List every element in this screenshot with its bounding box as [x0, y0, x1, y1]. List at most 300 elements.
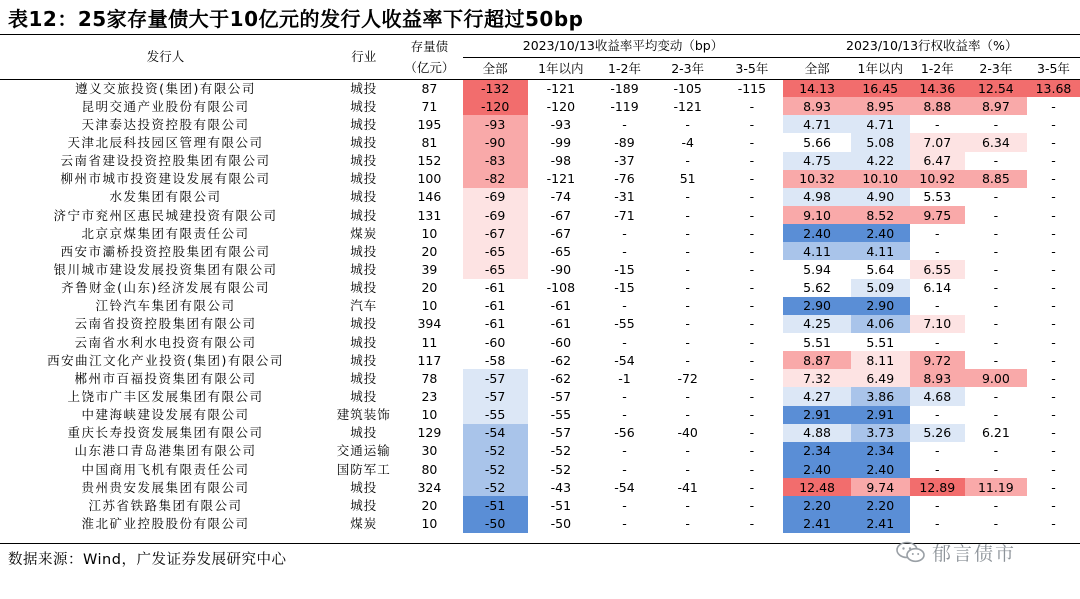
- yield-level-cell: -: [935, 443, 940, 459]
- yield-level-cell: 8.11: [851, 351, 910, 369]
- outstanding-cell: 80: [421, 461, 438, 477]
- yield-level-cell: 5.53: [910, 188, 965, 206]
- yield-level-cell: -: [935, 461, 940, 477]
- chg-bucket-header: 全部: [482, 60, 508, 76]
- yield-change-group-header: 2023/10/13收益率平均变动（bp）: [463, 35, 784, 57]
- yield-change-cell: -54: [614, 479, 635, 495]
- yield-level-cell: 4.25: [783, 315, 850, 333]
- table-row: [0, 242, 1080, 260]
- yield-level-cell: 9.74: [851, 478, 910, 496]
- yield-level-cell: 14.36: [910, 79, 965, 97]
- yield-change-cell: -69: [463, 188, 528, 206]
- outstanding-cell: 23: [421, 388, 438, 404]
- industry-cell: 城投: [350, 134, 378, 150]
- yield-change-cell: -15: [614, 280, 635, 296]
- industry-cell: 城投: [350, 116, 378, 132]
- yield-change-cell: -: [749, 134, 755, 150]
- table-row: [0, 424, 1080, 442]
- yield-level-cell: 3.73: [851, 424, 910, 442]
- industry-cell: 城投: [350, 98, 378, 114]
- yield-change-cell: -: [685, 116, 690, 132]
- yield-level-cell: 5.08: [851, 133, 910, 151]
- yield-level-cell: -: [993, 261, 999, 277]
- yield-level-cell: 5.64: [851, 260, 910, 278]
- yield-change-cell: -55: [463, 406, 528, 424]
- yield-change-cell: -: [685, 261, 690, 277]
- yield-change-cell: -82: [463, 170, 528, 188]
- yield-level-cell: 8.97: [965, 97, 1027, 115]
- yield-level-cell: -: [993, 388, 999, 404]
- yield-level-cell: 6.47: [910, 152, 965, 170]
- yield-level-cell: 12.48: [783, 478, 850, 496]
- yield-change-cell: -: [685, 153, 690, 169]
- yield-level-cell: -: [1051, 298, 1056, 314]
- yield-change-cell: -62: [550, 352, 572, 368]
- yield-level-cell: 6.14: [910, 279, 965, 297]
- yield-level-cell: 2.34: [783, 442, 850, 460]
- yield-level-cell: 4.88: [783, 424, 850, 442]
- yld-bucket-header: 3-5年: [1037, 60, 1070, 76]
- yield-change-cell: -121: [546, 80, 576, 96]
- issuer-cell: 遵义交旅投资(集团)有限公司: [75, 80, 256, 96]
- yld-bucket-header: 2-3年: [979, 60, 1013, 76]
- table-row: [0, 496, 1080, 514]
- yield-level-cell: 4.71: [851, 115, 910, 133]
- yld-bucket-header: 1-2年: [920, 60, 954, 76]
- outstanding-cell: 71: [421, 98, 438, 114]
- issuer-cell: 云南省水利水电投资有限公司: [74, 334, 257, 350]
- yield-level-cell: -: [993, 334, 999, 350]
- yield-change-cell: -90: [550, 261, 572, 277]
- yld-bucket-header: 1年以内: [857, 60, 903, 76]
- yield-change-cell: -: [749, 370, 755, 386]
- yield-change-cell: -55: [614, 316, 635, 332]
- yield-change-cell: -57: [463, 387, 528, 405]
- yield-level-cell: -: [993, 352, 999, 368]
- issuer-cell: 银川城市建设发展投资集团有限公司: [53, 261, 278, 277]
- yield-change-cell: -65: [463, 260, 528, 278]
- yield-change-cell: -: [685, 334, 690, 350]
- yield-level-cell: 14.13: [783, 79, 850, 97]
- table-row: [0, 351, 1080, 369]
- yield-change-cell: -120: [463, 97, 528, 115]
- industry-cell: 城投: [350, 425, 378, 441]
- yield-level-cell: -: [1051, 352, 1056, 368]
- yield-change-cell: -56: [614, 425, 635, 441]
- yield-level-cell: 4.75: [783, 152, 850, 170]
- yield-level-cell: -: [993, 225, 999, 241]
- yield-change-cell: -71: [614, 207, 635, 223]
- outstanding-cell: 10: [421, 515, 438, 531]
- yield-level-cell: 2.40: [851, 224, 910, 242]
- yield-change-cell: -: [685, 316, 690, 332]
- yield-level-cell: -: [993, 116, 999, 132]
- yield-change-cell: -60: [463, 333, 528, 351]
- yield-change-cell: -67: [550, 207, 572, 223]
- yield-level-cell: 2.41: [783, 514, 850, 532]
- yield-change-cell: -57: [463, 369, 528, 387]
- yield-change-cell: -61: [463, 315, 528, 333]
- yield-change-cell: -: [622, 461, 627, 477]
- outstanding-cell: 10: [421, 298, 438, 314]
- yield-change-cell: -99: [550, 134, 572, 150]
- yield-change-cell: -: [749, 280, 755, 296]
- yield-change-cell: -: [749, 425, 755, 441]
- yield-change-cell: -61: [550, 316, 572, 332]
- table-title: 表12：25家存量债大于10亿元的发行人收益率下行超过50bp: [8, 7, 584, 31]
- yield-level-cell: 2.40: [783, 224, 850, 242]
- industry-cell: 煤炭: [350, 515, 378, 531]
- industry-cell: 城投: [350, 497, 378, 513]
- yield-level-cell: 2.90: [851, 297, 910, 315]
- yld-bucket-header: 全部: [804, 60, 830, 76]
- yield-change-cell: -: [749, 189, 755, 205]
- issuer-cell: 山东港口青岛港集团有限公司: [74, 443, 257, 459]
- yield-change-cell: -61: [463, 297, 528, 315]
- yield-change-cell: -50: [550, 515, 572, 531]
- yield-level-cell: 5.51: [783, 333, 850, 351]
- yield-change-cell: -51: [550, 497, 572, 513]
- yield-level-cell: 8.93: [783, 97, 850, 115]
- yield-change-cell: -1: [618, 370, 631, 386]
- yield-change-cell: 51: [679, 171, 696, 187]
- yield-level-cell: -: [1051, 407, 1056, 423]
- yield-level-cell: 4.27: [783, 387, 850, 405]
- yield-change-cell: -: [749, 207, 755, 223]
- yield-level-cell: 8.95: [851, 97, 910, 115]
- industry-cell: 城投: [350, 261, 378, 277]
- outstanding-cell: 10: [421, 407, 438, 423]
- yield-change-cell: -: [685, 243, 690, 259]
- yield-change-cell: -121: [673, 98, 702, 114]
- yield-change-cell: -65: [550, 243, 572, 259]
- yield-level-cell: -: [935, 515, 940, 531]
- yield-level-cell: -: [993, 316, 999, 332]
- yield-level-cell: -: [935, 334, 940, 350]
- yield-level-cell: 10.92: [910, 170, 965, 188]
- industry-cell: 城投: [350, 171, 378, 187]
- issuer-cell: 天津北辰科技园区管理有限公司: [67, 134, 264, 150]
- industry-cell: 城投: [350, 280, 378, 296]
- table-row: [0, 333, 1080, 351]
- yield-level-cell: -: [1051, 280, 1056, 296]
- yield-change-cell: -: [685, 461, 690, 477]
- yield-change-cell: -89: [614, 134, 635, 150]
- yield-level-cell: 5.09: [851, 279, 910, 297]
- outstanding-cell: 152: [417, 153, 442, 169]
- yield-level-cell: -: [1051, 425, 1056, 441]
- yield-level-cell: 9.72: [910, 351, 965, 369]
- industry-cell: 城投: [350, 153, 378, 169]
- yield-change-cell: -54: [614, 352, 635, 368]
- yield-level-cell: 2.40: [783, 460, 850, 478]
- yield-change-cell: -74: [550, 189, 572, 205]
- yield-change-cell: -40: [677, 425, 698, 441]
- yield-change-cell: -: [622, 443, 627, 459]
- yield-level-cell: 12.54: [965, 79, 1027, 97]
- yield-level-cell: 9.00: [965, 369, 1027, 387]
- outstanding-cell: 117: [417, 352, 442, 368]
- table-row: [0, 460, 1080, 478]
- issuer-cell: 郴州市百福投资集团有限公司: [74, 370, 257, 386]
- yield-level-cell: 2.91: [851, 406, 910, 424]
- yield-change-cell: -: [749, 116, 755, 132]
- yield-level-cell: 4.06: [851, 315, 910, 333]
- yield-level-cell: 13.68: [1027, 79, 1080, 97]
- yield-change-cell: -: [749, 497, 755, 513]
- yield-change-cell: -132: [463, 79, 528, 97]
- yield-change-cell: -: [685, 443, 690, 459]
- yield-level-cell: -: [1051, 98, 1056, 114]
- chg-bucket-header: 1年以内: [538, 60, 584, 76]
- yield-change-cell: -52: [550, 461, 572, 477]
- yield-level-cell: -: [935, 298, 940, 314]
- yield-level-cell: 9.10: [783, 206, 850, 224]
- yield-level-cell: 10.10: [851, 170, 910, 188]
- outstanding-cell: 10: [421, 225, 438, 241]
- yield-level-cell: 9.75: [910, 206, 965, 224]
- issuer-cell: 水发集团有限公司: [109, 189, 222, 205]
- yield-change-cell: -: [622, 497, 627, 513]
- yield-change-cell: -98: [550, 153, 572, 169]
- yield-change-cell: -37: [614, 153, 635, 169]
- yield-change-cell: -115: [737, 80, 767, 96]
- issuer-cell: 柳州市城市投资建设发展有限公司: [60, 171, 271, 187]
- yield-change-cell: -: [749, 388, 755, 404]
- yield-level-cell: -: [993, 207, 999, 223]
- yield-level-cell: 8.85: [965, 170, 1027, 188]
- yield-level-cell: 2.41: [851, 514, 910, 532]
- yield-change-cell: -58: [463, 351, 528, 369]
- yield-level-cell: 10.32: [783, 170, 850, 188]
- yield-change-cell: -: [749, 243, 755, 259]
- yield-level-cell: -: [993, 461, 999, 477]
- yield-level-cell: -: [1051, 497, 1056, 513]
- yield-level-cell: -: [935, 497, 940, 513]
- yield-change-cell: -189: [610, 80, 639, 96]
- yield-level-cell: 4.98: [783, 188, 850, 206]
- yield-change-cell: -108: [546, 280, 576, 296]
- yield-level-cell: 7.32: [783, 369, 850, 387]
- issuer-cell: 贵州贵安发展集团有限公司: [81, 479, 250, 495]
- yield-change-cell: -72: [677, 370, 698, 386]
- yield-level-cell: 4.68: [910, 387, 965, 405]
- yield-level-group-header: 2023/10/13行权收益率（%）: [783, 35, 1080, 57]
- yield-level-cell: 4.22: [851, 152, 910, 170]
- yield-level-cell: 2.40: [851, 460, 910, 478]
- yield-change-cell: -4: [681, 134, 694, 150]
- table-row: [0, 188, 1080, 206]
- table-row: [0, 478, 1080, 496]
- issuer-cell: 江铃汽车集团有限公司: [95, 298, 236, 314]
- yield-change-cell: -: [685, 515, 690, 531]
- yield-change-cell: -54: [463, 424, 528, 442]
- industry-cell: 汽车: [350, 298, 378, 314]
- outstanding-cell: 100: [417, 171, 442, 187]
- industry-header: 行业: [351, 49, 377, 65]
- yield-change-cell: -: [749, 352, 755, 368]
- yield-change-cell: -: [685, 225, 690, 241]
- yield-change-cell: -51: [463, 496, 528, 514]
- industry-cell: 城投: [350, 80, 378, 96]
- yield-change-cell: -: [622, 225, 627, 241]
- yield-level-cell: -: [993, 497, 999, 513]
- yield-level-cell: 5.62: [783, 279, 850, 297]
- table-row: [0, 297, 1080, 315]
- outstanding-cell: 20: [421, 497, 438, 513]
- yield-level-cell: -: [993, 443, 999, 459]
- yield-change-cell: -: [749, 461, 755, 477]
- industry-cell: 交通运输: [336, 443, 391, 459]
- yield-level-cell: 2.90: [783, 297, 850, 315]
- outstanding-cell: 87: [421, 80, 438, 96]
- table-row: [0, 115, 1080, 133]
- table-row: [0, 315, 1080, 333]
- industry-cell: 国防军工: [336, 461, 391, 477]
- outstanding-cell: 20: [421, 280, 438, 296]
- yield-change-cell: -52: [463, 478, 528, 496]
- issuer-cell: 江苏省铁路集团有限公司: [88, 497, 243, 513]
- yield-level-cell: -: [1051, 370, 1056, 386]
- yield-change-cell: -60: [550, 334, 572, 350]
- yield-level-cell: 8.87: [783, 351, 850, 369]
- yield-change-cell: -67: [550, 225, 572, 241]
- table-row: [0, 97, 1080, 115]
- table-row: [0, 514, 1080, 532]
- industry-cell: 城投: [350, 352, 378, 368]
- yield-level-cell: -: [1051, 153, 1056, 169]
- yield-change-cell: -: [622, 515, 627, 531]
- yield-change-cell: -: [749, 261, 755, 277]
- yield-level-cell: -: [1051, 461, 1056, 477]
- yield-level-cell: -: [993, 515, 999, 531]
- yield-change-cell: -50: [463, 514, 528, 532]
- industry-cell: 城投: [350, 316, 378, 332]
- yield-level-cell: 6.34: [965, 133, 1027, 151]
- issuer-cell: 中建海峡建设发展有限公司: [81, 407, 250, 423]
- yield-level-cell: -: [1051, 134, 1056, 150]
- yield-change-cell: -: [749, 443, 755, 459]
- yield-change-cell: -41: [677, 479, 698, 495]
- table-row: [0, 442, 1080, 460]
- chg-bucket-header: 2-3年: [671, 60, 705, 76]
- yield-change-cell: -55: [550, 407, 572, 423]
- yield-level-cell: 5.51: [851, 333, 910, 351]
- yield-change-cell: -: [622, 243, 627, 259]
- yield-change-cell: -61: [550, 298, 572, 314]
- source-note: 数据来源：Wind，广发证券发展研究中心: [8, 552, 287, 568]
- issuer-cell: 北京京煤集团有限责任公司: [81, 225, 250, 241]
- yield-change-cell: -: [749, 225, 755, 241]
- watermark: [896, 538, 1016, 566]
- yield-level-cell: -: [1051, 243, 1056, 259]
- industry-cell: 煤炭: [350, 225, 378, 241]
- yield-level-cell: 6.21: [965, 424, 1027, 442]
- industry-cell: 建筑装饰: [336, 407, 391, 423]
- yield-change-cell: -69: [463, 206, 528, 224]
- outstanding-unit-header: （亿元）: [404, 60, 455, 76]
- yield-level-cell: -: [1051, 207, 1056, 223]
- yield-change-cell: -: [749, 153, 755, 169]
- yield-level-cell: -: [1051, 116, 1056, 132]
- outstanding-cell: 195: [417, 116, 442, 132]
- yield-change-cell: -52: [463, 460, 528, 478]
- yield-level-cell: -: [1051, 189, 1056, 205]
- yield-level-cell: 2.91: [783, 406, 850, 424]
- watermark-text: 郁言债市: [932, 542, 1017, 565]
- yield-change-cell: -31: [614, 189, 635, 205]
- yield-level-cell: 5.26: [910, 424, 965, 442]
- table-row: [0, 224, 1080, 242]
- industry-cell: 城投: [350, 479, 378, 495]
- table-row: [0, 133, 1080, 151]
- yield-level-cell: 5.66: [783, 133, 850, 151]
- table-row: [0, 279, 1080, 297]
- yield-change-cell: -121: [546, 171, 576, 187]
- yield-level-cell: -: [1051, 388, 1056, 404]
- yield-level-cell: -: [993, 407, 999, 423]
- yield-level-cell: 8.88: [910, 97, 965, 115]
- yield-level-cell: -: [1051, 479, 1056, 495]
- yield-level-cell: 7.10: [910, 315, 965, 333]
- yield-change-cell: -: [685, 189, 690, 205]
- issuer-cell: 天津泰达投资控股有限公司: [81, 116, 250, 132]
- yield-level-cell: 2.20: [783, 496, 850, 514]
- yield-level-cell: -: [1051, 261, 1056, 277]
- yield-change-cell: -15: [614, 261, 635, 277]
- wechat-icon: [896, 541, 926, 563]
- table-row: [0, 369, 1080, 387]
- yield-level-cell: -: [935, 116, 940, 132]
- industry-cell: 城投: [350, 243, 378, 259]
- yield-level-cell: 7.07: [910, 133, 965, 151]
- yield-change-cell: -: [749, 98, 755, 114]
- outstanding-header: 存量债: [410, 38, 449, 54]
- yield-change-cell: -83: [463, 152, 528, 170]
- outstanding-cell: 146: [417, 189, 442, 205]
- yield-level-cell: -: [935, 407, 940, 423]
- outstanding-cell: 394: [417, 316, 442, 332]
- yield-change-cell: -105: [673, 80, 702, 96]
- table-row: [0, 206, 1080, 224]
- yield-level-cell: 6.49: [851, 369, 910, 387]
- yield-level-cell: -: [993, 153, 999, 169]
- yield-level-cell: 4.90: [851, 188, 910, 206]
- yield-level-cell: 3.86: [851, 387, 910, 405]
- yield-change-cell: -57: [550, 388, 572, 404]
- issuer-header: 发行人: [146, 49, 185, 65]
- yield-change-cell: -: [749, 316, 755, 332]
- yield-level-cell: 11.19: [965, 478, 1027, 496]
- yield-change-cell: -76: [614, 171, 635, 187]
- yield-level-cell: 12.89: [910, 478, 965, 496]
- yield-level-cell: -: [1051, 334, 1056, 350]
- yield-level-cell: -: [1051, 171, 1056, 187]
- yield-change-cell: -: [749, 515, 755, 531]
- yield-level-cell: -: [1051, 225, 1056, 241]
- issuer-cell: 云南省建设投资控股集团有限公司: [60, 153, 271, 169]
- yield-change-cell: -: [622, 334, 627, 350]
- outstanding-cell: 20: [421, 243, 438, 259]
- yield-level-cell: 2.34: [851, 442, 910, 460]
- yield-level-cell: -: [993, 280, 999, 296]
- issuer-cell: 云南省投资控股集团有限公司: [74, 316, 257, 332]
- yield-change-cell: -90: [463, 133, 528, 151]
- industry-cell: 城投: [350, 388, 378, 404]
- yield-change-cell: -57: [550, 425, 572, 441]
- yield-change-cell: -: [622, 298, 627, 314]
- yield-change-cell: -: [749, 479, 755, 495]
